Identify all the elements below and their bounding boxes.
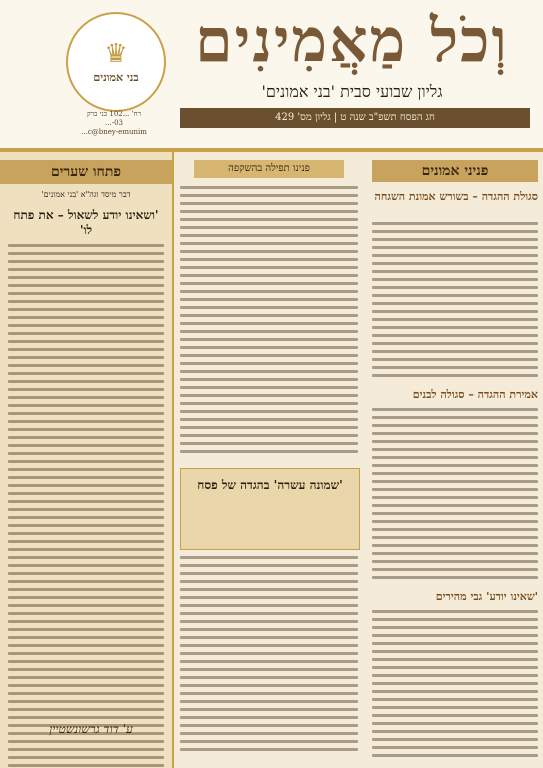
left-column xyxy=(0,152,174,768)
left-column-author: דבר מיסד וגה"א 'בני אמונים' xyxy=(41,190,131,199)
logo xyxy=(66,12,166,112)
article-text xyxy=(180,556,358,756)
article-text xyxy=(180,186,358,458)
contact-line: רח' ...102 בני ברק xyxy=(86,110,142,118)
highlight-box xyxy=(180,468,360,550)
newsletter-subtitle: גליון שבועי סבית 'בני אמונים' xyxy=(261,82,443,101)
issue-bar: חג הפסח תשפ"ב שנה ט | גליון מס' 429 xyxy=(180,108,530,128)
contact-line: c@bney-emunim... xyxy=(81,128,147,136)
signature: ע' דוד גרשונשטיין xyxy=(49,722,133,736)
right-column-heading: פניני אמונים xyxy=(372,160,538,182)
contact-line: 03-... xyxy=(105,119,123,127)
middle-column-heading: פנינו תפילה בהשקפה xyxy=(194,160,344,178)
article-text xyxy=(8,244,164,768)
newsletter-title: וְכֹל מַאֲמִינִים xyxy=(195,6,509,76)
middle-column xyxy=(174,156,364,768)
left-column-quote: 'ושאינו יודע לשאול – את פתח לו' xyxy=(13,208,159,237)
article-text xyxy=(372,222,538,382)
logo-text: בני אמונים xyxy=(93,70,139,84)
article-text xyxy=(372,610,538,762)
article-text xyxy=(372,408,538,584)
section-title: סגולת ההגדה – בשורש אמונת השגחה xyxy=(374,190,538,203)
section-title: אמירת ההגדה – סגולה לבנים xyxy=(412,388,538,401)
crown-icon: ♛ xyxy=(104,38,128,69)
contact-info xyxy=(64,110,164,137)
masthead xyxy=(0,0,543,152)
highlight-box-title: 'שמונה עשרה' בהגדה של פסח xyxy=(197,478,343,492)
section-title: 'שאינו יודע' גבי מהירים xyxy=(435,590,538,603)
left-column-heading: פתחו שערים xyxy=(0,160,172,184)
right-column xyxy=(368,156,543,768)
